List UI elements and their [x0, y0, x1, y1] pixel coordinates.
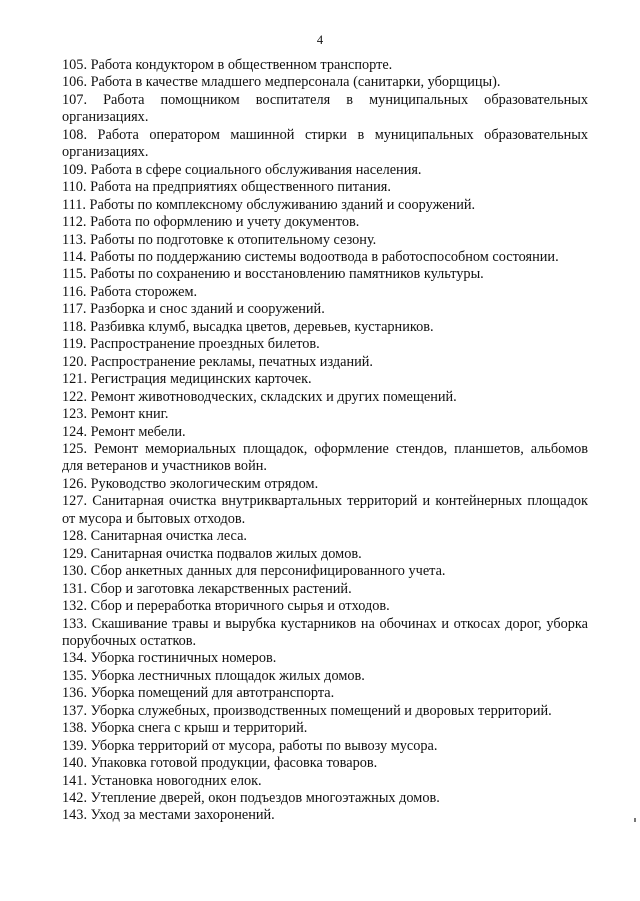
list-item — [62, 720, 588, 737]
item-number: 126. — [62, 475, 88, 492]
item-text: Работа в сфере социального обслуживания населения. — [90, 161, 422, 178]
item-number: 109. — [62, 161, 88, 178]
item-text: Уборка помещений для автотранспорта. — [90, 685, 335, 702]
item-number: 116. — [62, 283, 87, 300]
item-text: Упаковка готовой продукции, фасовка товаров. — [90, 755, 378, 772]
item-number: 122. — [62, 388, 88, 405]
work-list — [62, 57, 588, 825]
item-number: 118. — [62, 318, 87, 335]
item-text: Разборка и снос зданий и сооружений. — [90, 301, 325, 318]
page-number: 4 — [316, 33, 324, 47]
list-item — [62, 92, 588, 127]
list-item — [62, 563, 588, 580]
item-number: 119. — [62, 336, 87, 353]
item-text: Руководство экологическим отрядом. — [90, 475, 319, 492]
list-item — [62, 127, 588, 162]
item-text: Уборка территорий от мусора, работы по вывозу мусора. — [90, 737, 438, 754]
list-item — [62, 319, 588, 336]
list-item — [62, 790, 588, 807]
item-text: Регистрация медицинских карточек. — [90, 371, 312, 388]
item-number: 115. — [62, 266, 87, 283]
item-number: 135. — [62, 667, 88, 684]
item-number: 130. — [62, 563, 88, 580]
list-item — [62, 424, 588, 441]
item-text: Сбор анкетных данных для персонифицированного учета. — [90, 563, 446, 580]
list-item — [62, 773, 588, 790]
list-item — [62, 179, 588, 196]
item-text: Уборка снега с крыш и территорий. — [90, 720, 308, 737]
item-text: Распространение проездных билетов. — [90, 336, 320, 353]
list-item — [62, 249, 588, 266]
item-number: 124. — [62, 423, 88, 440]
list-item — [62, 301, 588, 318]
item-number: 107. — [62, 91, 88, 108]
item-text: Ремонт мебели. — [90, 423, 186, 440]
item-text: Сбор и заготовка лекарственных растений. — [90, 580, 352, 597]
item-text: Скашивание травы и вырубка кустарников на обочинах и откосах дорог, уборка порубочных остатков. — [62, 615, 588, 649]
item-number: 108. — [62, 126, 88, 143]
item-number: 136. — [62, 685, 88, 702]
item-number: 133. — [62, 615, 88, 632]
item-number: 121. — [62, 371, 88, 388]
list-item — [62, 162, 588, 179]
item-number: 143. — [62, 807, 88, 824]
list-item — [62, 738, 588, 755]
list-item — [62, 214, 588, 231]
item-number: 128. — [62, 528, 88, 545]
list-item — [62, 616, 588, 651]
list-item — [62, 406, 588, 423]
list-item — [62, 668, 588, 685]
item-text: Работы по подготовке к отопительному сезону. — [90, 231, 377, 248]
list-item — [62, 598, 588, 615]
item-number: 137. — [62, 702, 88, 719]
item-text: Ремонт мемориальных площадок, оформление стендов, планшетов, альбомов для ветеранов и участников войн. — [62, 440, 588, 475]
item-number: 140. — [62, 755, 88, 772]
item-text: Ремонт книг. — [90, 406, 169, 423]
item-text: Работа помощником воспитателя в муниципальных образовательных организациях. — [62, 91, 588, 126]
item-number: 141. — [62, 772, 88, 789]
item-text: Санитарная очистка подвалов жилых домов. — [90, 545, 362, 562]
list-item — [62, 581, 588, 598]
item-number: 127. — [62, 493, 88, 510]
list-item — [62, 371, 588, 388]
list-item — [62, 284, 588, 301]
item-number: 112. — [62, 214, 87, 231]
list-item — [62, 546, 588, 563]
list-item — [62, 389, 588, 406]
item-number: 138. — [62, 720, 88, 737]
list-item — [62, 703, 588, 720]
list-item — [62, 232, 588, 249]
list-item — [62, 57, 588, 74]
item-number: 132. — [62, 598, 88, 615]
item-number: 111. — [62, 196, 86, 213]
item-text: Санитарная очистка внутриквартальных территорий и контейнерных площадок от мусора и бытовых отходов. — [62, 493, 588, 527]
item-text: Уборка гостиничных номеров. — [90, 650, 277, 667]
item-text: Уборка лестничных площадок жилых домов. — [90, 667, 365, 684]
item-text: Разбивка клумб, высадка цветов, деревьев, кустарников. — [90, 318, 434, 335]
item-text: Установка новогодних елок. — [90, 772, 262, 789]
list-item — [62, 336, 588, 353]
list-item — [62, 197, 588, 214]
item-text: Санитарная очистка леса. — [90, 528, 247, 545]
list-item — [62, 354, 588, 371]
item-number: 105. — [62, 57, 88, 73]
item-text: Работы по комплексному обслуживанию зданий и сооружений. — [89, 196, 476, 213]
item-number: 142. — [62, 790, 88, 807]
item-text: Уборка служебных, производственных помещений и дворовых территорий. — [90, 702, 552, 719]
list-item — [62, 650, 588, 667]
item-number: 134. — [62, 650, 88, 667]
item-number: 110. — [62, 179, 87, 196]
item-text: Работы по поддержанию системы водоотвода в работоспособном состоянии. — [90, 248, 559, 265]
item-text: Работа на предприятиях общественного питания. — [90, 179, 391, 196]
item-number: 106. — [62, 74, 88, 91]
list-item — [62, 528, 588, 545]
item-number: 125. — [62, 440, 88, 457]
scan-artifact — [634, 818, 636, 822]
list-item — [62, 266, 588, 283]
item-number: 123. — [62, 406, 88, 423]
item-number: 113. — [62, 231, 87, 248]
list-item — [62, 807, 588, 824]
list-item — [62, 74, 588, 91]
item-text: Уход за местами захоронений. — [90, 807, 275, 824]
item-text: Сбор и переработка вторичного сырья и отходов. — [90, 598, 390, 615]
item-text: Работа сторожем. — [90, 283, 198, 300]
list-item — [62, 685, 588, 702]
list-item — [62, 493, 588, 528]
item-text: Распространение рекламы, печатных изданий. — [90, 353, 373, 370]
item-text: Работа оператором машинной стирки в муниципальных образовательных организациях. — [62, 126, 588, 161]
item-text: Работы по сохранению и восстановлению памятников культуры. — [90, 266, 484, 283]
item-text: Утепление дверей, окон подъездов многоэтажных домов. — [90, 790, 440, 807]
item-number: 120. — [62, 353, 88, 370]
item-text: Ремонт животноводческих, складских и других помещений. — [90, 388, 457, 405]
item-number: 117. — [62, 301, 87, 318]
item-text: Работа по оформлению и учету документов. — [90, 214, 360, 231]
item-text: Работа в качестве младшего медперсонала (санитарки, уборщицы). — [90, 74, 501, 91]
item-number: 114. — [62, 248, 87, 265]
item-number: 129. — [62, 545, 88, 562]
list-item — [62, 476, 588, 493]
item-text: Работа кондуктором в общественном транспорте. — [90, 57, 393, 73]
list-item — [62, 441, 588, 476]
list-item — [62, 755, 588, 772]
item-number: 139. — [62, 737, 88, 754]
item-number: 131. — [62, 580, 88, 597]
